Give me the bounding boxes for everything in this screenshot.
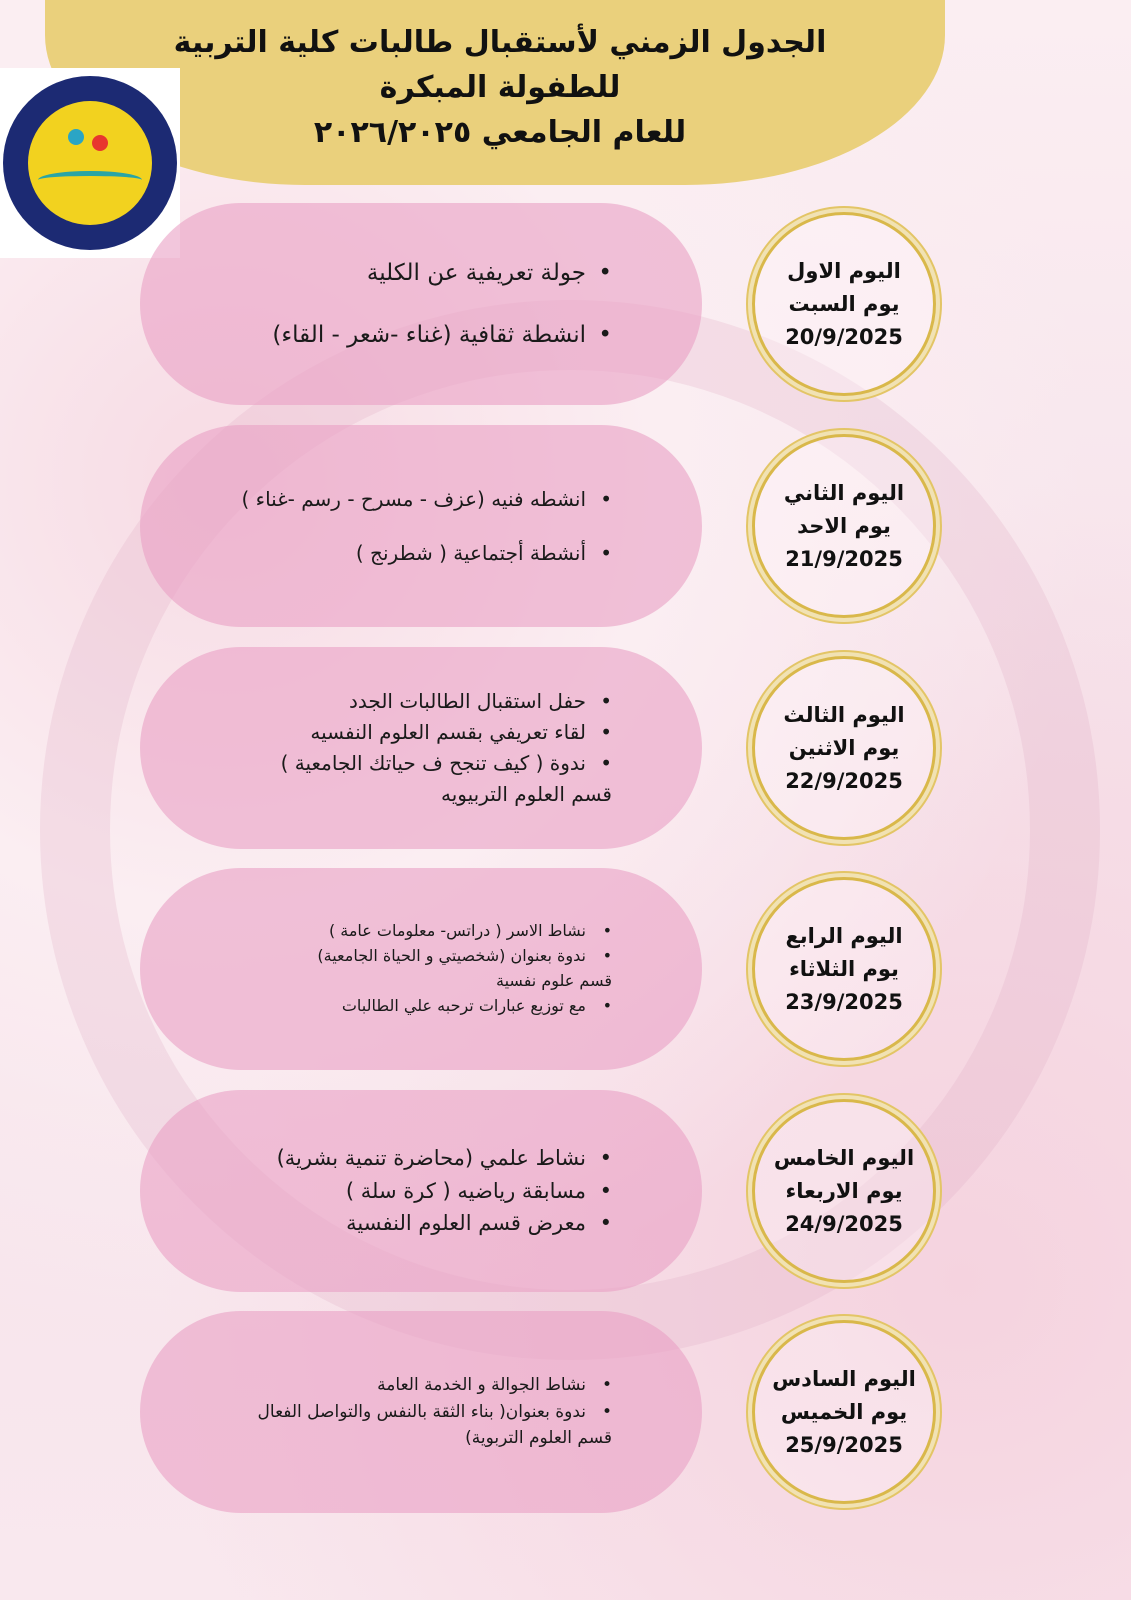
activity-item: • جولة تعريفية عن الكلية [180,242,612,304]
day-name: اليوم الاول [787,258,901,283]
activity-item: • ندوة بعنوان (شخصيتي و الحياة الجامعية) [180,944,612,969]
activity-item: • انشطه فنيه (عزف - مسرح - رسم -غناء ) [180,472,612,526]
activity-item: • نشاط الجوالة و الخدمة العامة [180,1372,612,1398]
day-weekday: يوم الاثنين [788,735,900,760]
day-name: اليوم الخامس [773,1145,915,1170]
activity-item: • معرض قسم العلوم النفسية [180,1207,612,1240]
day-activities [140,425,702,627]
day-weekday: يوم الاحد [797,513,891,538]
title-line-1: الجدول الزمني لأستقبال طالبات كلية التربية [173,25,827,60]
activity-item: • انشطة ثقافية (غناء -شعر - القاء) [180,304,612,366]
day-activities [140,203,702,405]
day-name: اليوم الثالث [783,702,905,727]
day-date: 22/9/2025 [785,768,903,793]
day-activities [140,868,702,1070]
activity-item: • نشاط علمي (محاضرة تنمية بشرية) [180,1142,612,1175]
day-activities [140,647,702,849]
activity-item: • حفل استقبال الطالبات الجدد [180,686,612,717]
day-date: 20/9/2025 [785,324,903,349]
day-name: اليوم السادس [772,1366,916,1391]
college-logo [0,68,180,258]
page-title [150,20,850,155]
day-weekday: يوم الثلاثاء [789,956,899,981]
day-date: 23/9/2025 [785,989,903,1014]
day-weekday: يوم السبت [788,291,900,316]
activity-item: • مسابقة رياضيه ( كرة سلة ) [180,1175,612,1208]
day-activities [140,1311,702,1513]
day-date: 21/9/2025 [785,546,903,571]
activity-item: قسم العلوم التربيويه [440,782,612,806]
day-activities [140,1090,702,1292]
day-badge [752,434,936,618]
activity-item: • لقاء تعريفي بقسم العلوم النفسيه [180,717,612,748]
activity-item: قسم علوم نفسية [496,971,612,990]
day-badge [752,1099,936,1283]
day-date: 24/9/2025 [785,1211,903,1236]
activity-item: • نشاط الاسر ( دراتس- معلومات عامة ) [180,919,612,944]
activity-item: قسم العلوم التربوية) [465,1428,612,1449]
day-badge [752,212,936,396]
activity-item: • ندوة بعنوان( بناء الثقة بالنفس والتواصل الفعال [180,1399,612,1425]
day-badge [752,1320,936,1504]
day-badge [752,877,936,1061]
day-weekday: يوم الاربعاء [785,1178,903,1203]
day-name: اليوم الثاني [783,480,905,505]
title-line-3: للعام الجامعي ٢٠٢٦/٢٠٢٥ [313,115,687,150]
day-name: اليوم الرابع [785,923,903,948]
activity-item: • أنشطة أجتماعية ( شطرنج ) [180,526,612,580]
activity-item: • مع توزيع عبارات ترحبه علي الطالبات [180,994,612,1019]
title-line-2: للطفولة المبكرة [379,70,621,105]
day-weekday: يوم الخميس [780,1399,908,1424]
day-date: 25/9/2025 [785,1432,903,1457]
day-badge [752,656,936,840]
activity-item: • ندوة ( كيف تنجح ف حياتك الجامعية ) [180,748,612,779]
